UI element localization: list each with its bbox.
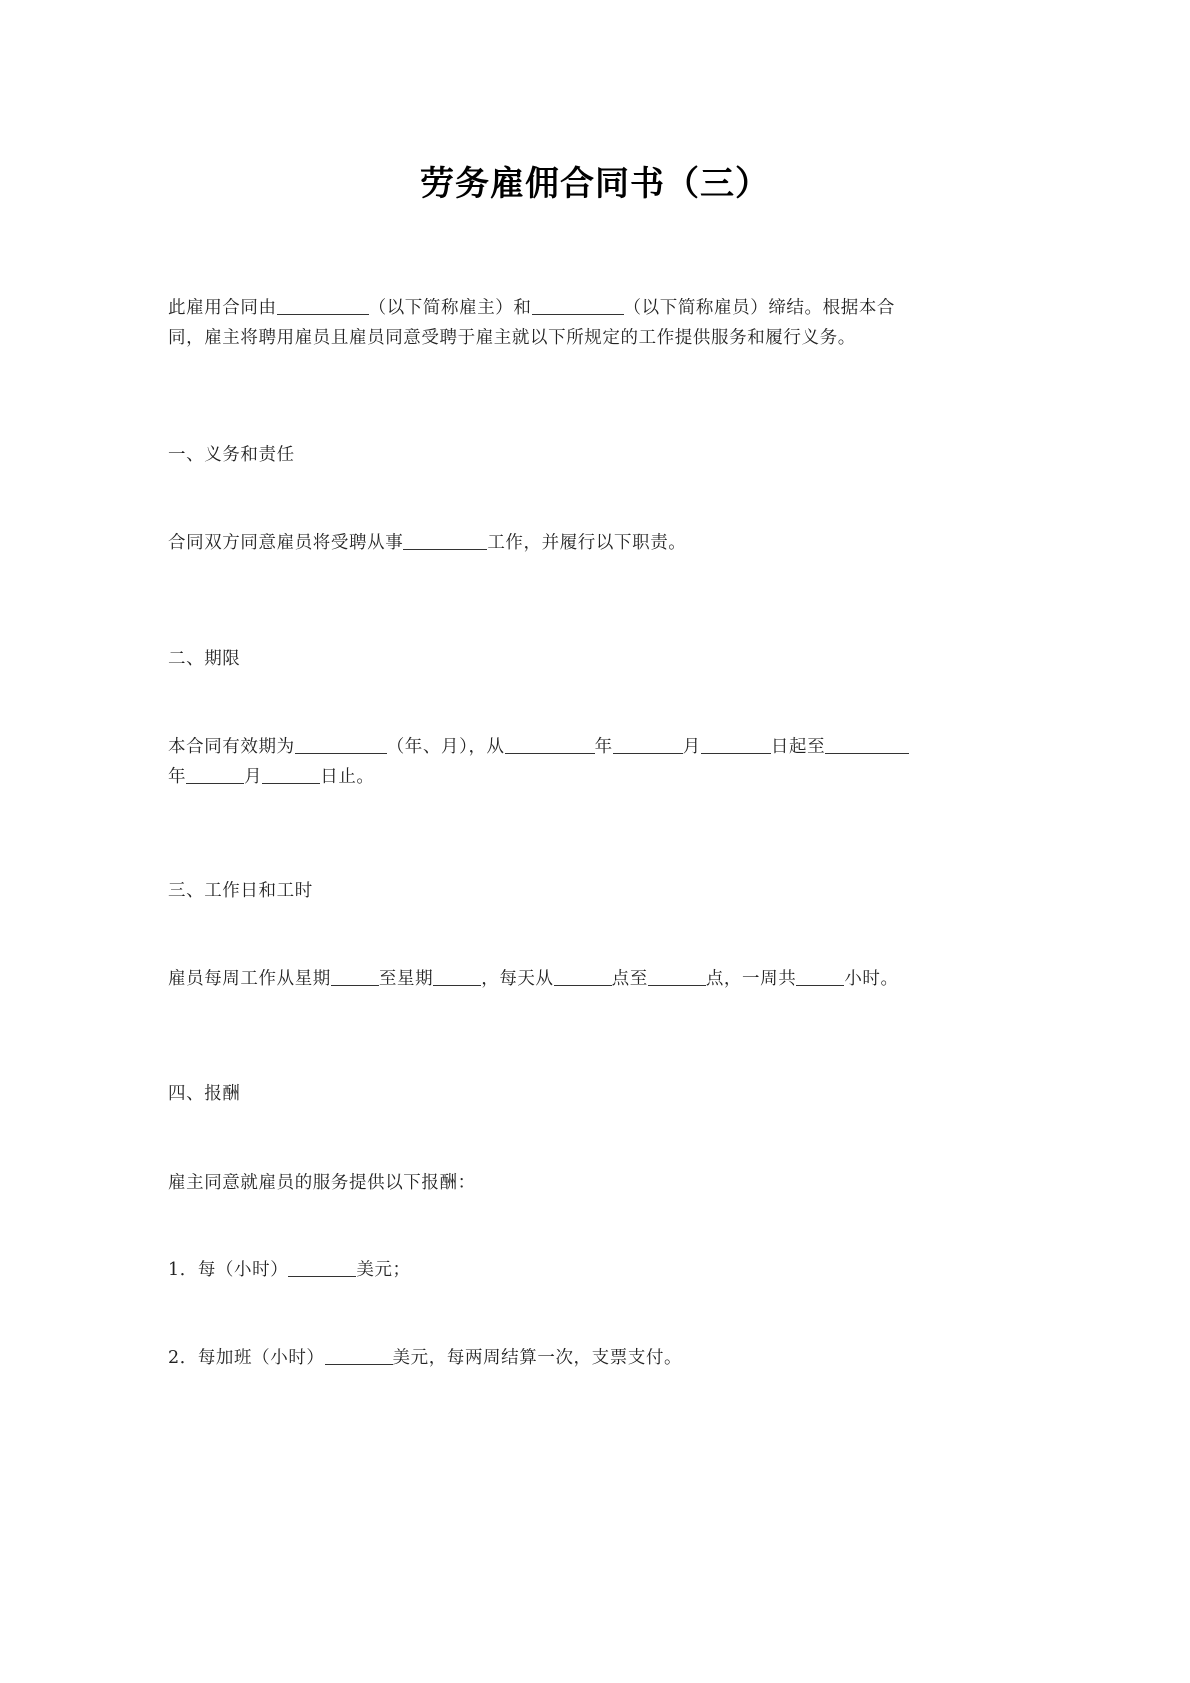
employer-name-blank[interactable] xyxy=(277,297,369,315)
hours-text: 至星期 xyxy=(378,969,434,989)
term-text: 日起至 xyxy=(770,737,826,757)
job-title-blank[interactable] xyxy=(403,532,487,550)
end-day-blank[interactable] xyxy=(262,766,320,784)
duties-paragraph xyxy=(168,529,686,554)
compensation-paragraph: 雇主同意就雇员的服务提供以下报酬： xyxy=(168,1173,476,1193)
hours-paragraph xyxy=(168,965,899,990)
start-month-blank[interactable] xyxy=(613,736,683,754)
hours-text: 点至 xyxy=(611,969,648,989)
start-hour-blank[interactable] xyxy=(554,968,612,986)
term-text: 年 xyxy=(594,737,613,757)
end-hour-blank[interactable] xyxy=(648,968,706,986)
compensation-item-1 xyxy=(168,1256,411,1281)
section-heading-term: 二、期限 xyxy=(168,649,241,669)
compensation-item-text: 1．每（小时） xyxy=(168,1260,289,1280)
section-heading-compensation: 四、报酬 xyxy=(168,1084,241,1104)
term-line-1 xyxy=(168,733,909,758)
employee-name-blank[interactable] xyxy=(532,297,624,315)
start-day-blank[interactable] xyxy=(701,736,771,754)
compensation-item-text: 美元； xyxy=(356,1260,411,1280)
hours-text: 点，一周共 xyxy=(705,969,797,989)
start-year-blank[interactable] xyxy=(505,736,595,754)
hourly-rate-blank[interactable] xyxy=(288,1259,356,1277)
intro-line-2: 同，雇主将聘用雇员且雇员同意受聘于雇主就以下所规定的工作提供服务和履行义务。 xyxy=(168,328,856,348)
section-heading-hours: 三、工作日和工时 xyxy=(168,881,313,901)
term-line-2 xyxy=(168,763,375,788)
document-title: 劳务雇佣合同书（三） xyxy=(420,164,770,204)
end-weekday-blank[interactable] xyxy=(433,968,481,986)
intro-text: （以下简称雇员）缔结。根据本合 xyxy=(623,298,896,318)
start-weekday-blank[interactable] xyxy=(331,968,379,986)
compensation-item-2 xyxy=(168,1344,682,1369)
overtime-rate-blank[interactable] xyxy=(325,1347,393,1365)
term-text: 本合同有效期为 xyxy=(168,737,295,757)
hours-text: 小时。 xyxy=(844,969,899,989)
intro-text: 此雇用合同由 xyxy=(168,298,277,318)
duties-text: 工作，并履行以下职责。 xyxy=(487,533,687,553)
term-text: 月 xyxy=(682,737,701,757)
intro-text: （以下简称雇主）和 xyxy=(368,298,532,318)
end-year-blank[interactable] xyxy=(825,736,909,754)
compensation-item-text: 2．每加班（小时） xyxy=(168,1348,325,1368)
weekly-hours-blank[interactable] xyxy=(796,968,844,986)
term-text: 日止。 xyxy=(320,767,375,787)
term-text: 年 xyxy=(168,767,187,787)
hours-text: 雇员每周工作从星期 xyxy=(168,969,331,989)
compensation-item-text: 美元，每两周结算一次，支票支付。 xyxy=(392,1348,683,1368)
end-month-blank[interactable] xyxy=(186,766,244,784)
term-length-blank[interactable] xyxy=(295,736,387,754)
term-text: （年、月），从 xyxy=(386,737,505,757)
term-text: 月 xyxy=(244,767,263,787)
section-heading-duties: 一、义务和责任 xyxy=(168,445,295,465)
duties-text: 合同双方同意雇员将受聘从事 xyxy=(168,533,404,553)
intro-line-1 xyxy=(168,294,895,319)
hours-text: ，每天从 xyxy=(481,969,554,989)
